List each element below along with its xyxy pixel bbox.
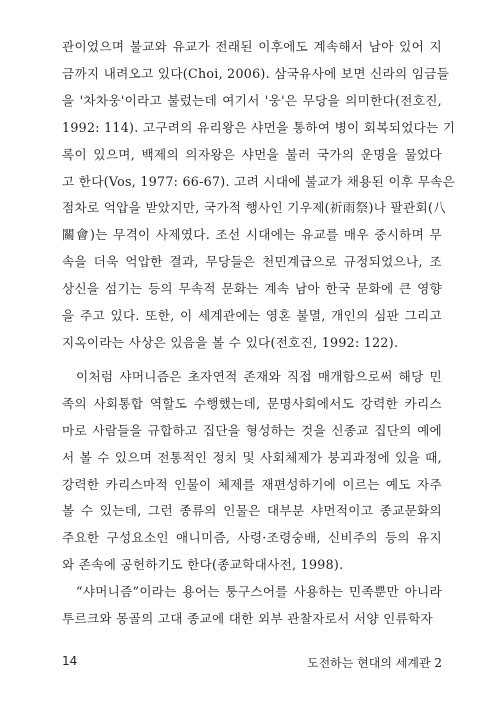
text-line: 금까지 내려오고 있다(Choi, 2006). 삼국유사에 보면 신라의 임금들	[62, 65, 450, 81]
text-line: 상신을 섬기는 등의 무속적 문화는 계속 남아 한국 문화에 큰 영향	[62, 281, 442, 297]
text-line: 록이 있으며, 백제의 의자왕은 샤먼을 불러 국가의 운명을 물었다	[62, 146, 442, 162]
paragraph-gap	[62, 357, 442, 364]
text-line: 1992: 114). 고구려의 유리왕은 샤먼을 통하여 병이 회복되었다는 기	[62, 119, 456, 135]
body-text	[62, 34, 456, 633]
paragraph-2	[62, 364, 442, 579]
text-line: 관이었으며 불교와 유교가 전래된 이후에도 계속해서 남아 있어 지	[62, 39, 442, 54]
text-line: 을 주고 있다. 또한, 이 세계관에는 영혼 불멸, 개인의 심판 그리고	[62, 308, 442, 324]
paragraph-1	[62, 34, 456, 357]
text-line: 속을 더욱 억압한 결과, 무당들은 천민계급으로 규정되었으나, 조	[62, 254, 442, 270]
text-line: 투르크와 몽골의 고대 종교에 대한 외부 관찰자로서 서양 인류학자	[62, 611, 433, 627]
page-footer	[62, 654, 442, 671]
text-line: “샤머니즘”이라는 용어는 퉁구스어를 사용하는 민족뿐만 아니라	[76, 584, 442, 600]
text-line: 고 한다(Vos, 1977: 66-67). 고려 시대에 불교가 채용된 이후 무속은	[62, 173, 456, 189]
page-number: 14	[62, 654, 78, 668]
text-line: 와 존속에 공헌하기도 한다(종교학대사전, 1998).	[62, 557, 344, 573]
text-line: 서 볼 수 있으며 전통적인 정치 및 사회체제가 붕괴과정에 있을 때,	[62, 449, 442, 465]
running-title: 도전하는 현대의 세계관 2	[307, 656, 442, 670]
text-line: 강력한 카리스마적 인물이 체제를 재편성하기에 이르는 예도 자주	[62, 476, 442, 492]
text-line: 關會)는 무격이 사제였다. 조선 시대에는 유교를 매우 중시하며 무	[62, 227, 442, 243]
text-line: 주요한 구성요소인 애니미즘, 사령·조령숭배, 신비주의 등의 유지	[62, 530, 442, 546]
text-line: 마로 사람들을 규합하고 집단을 형성하는 것을 신종교 집단의 예에	[62, 422, 442, 438]
text-line: 점차로 억압을 받았지만, 국가적 행사인 기우제(祈雨祭)나 팔관회(八	[62, 200, 447, 216]
text-line: 볼 수 있는데, 그런 종류의 인물은 대부분 샤먼적이고 종교문화의	[62, 503, 442, 519]
text-line: 을 '차차웅'이라고 불렀는데 여기서 '웅'은 무당을 의미한다(전호진,	[62, 92, 442, 108]
paragraph-3	[62, 579, 442, 633]
text-line: 족의 사회통합 역할도 수행했는데, 문명사회에서도 강력한 카리스	[62, 395, 442, 411]
text-line: 이처럼 샤머니즘은 초자연적 존재와 직접 매개함으로써 해당 민	[76, 368, 442, 384]
text-line: 지옥이라는 사상은 있음을 볼 수 있다(전호진, 1992: 122).	[62, 334, 399, 350]
